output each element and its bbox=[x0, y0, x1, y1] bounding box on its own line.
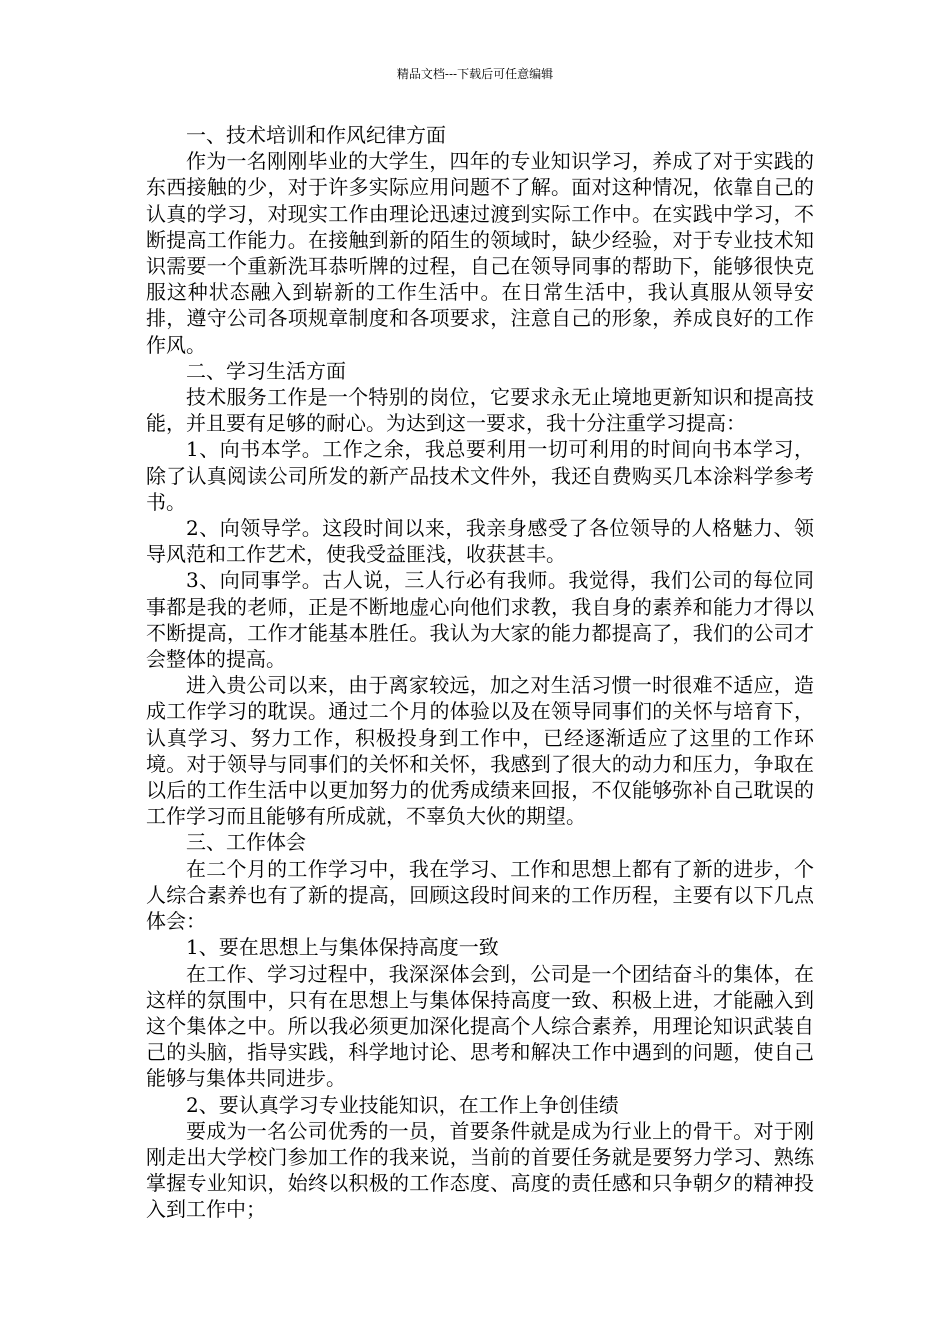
paragraph: 在二个月的工作学习中，我在学习、工作和思想上都有了新的进步，个人综合素养也有了新的提高，回顾这段时间来的工作历程，主要有以下几点体会： bbox=[146, 856, 814, 934]
list-paragraph: 3、向同事学。古人说，三人行必有我师。我觉得，我们公司的每位同事都是我的老师，正是不断地虚心向他们求教，我自身的素养和能力才得以不断提高，工作才能基本胜任。我认为大家的能力都提高了，我们的公司才会整体的提高。 bbox=[146, 568, 814, 672]
paragraph: 作为一名刚刚毕业的大学生，四年的专业知识学习，养成了对于实践的东西接触的少，对于许多实际应用问题不了解。面对这种情况，依靠自己的认真的学习，对现实工作由理论迅速过渡到实际工作中。在实践中学习，不断提高工作能力。在接触到新的陌生的领域时，缺少经验，对于专业技术知识需要一个重新洗耳恭听牌的过程，自己在领导同事的帮助下，能够很快克服这种状态融入到崭新的工作生活中。在日常生活中，我认真服从领导安排，遵守公司各项规章制度和各项要求，注意自己的形象，养成良好的工作作风。 bbox=[146, 149, 814, 357]
page-header: 精品文档---下载后可任意编辑 bbox=[396, 67, 554, 81]
section-heading: 二、学习生活方面 bbox=[186, 358, 346, 383]
section-heading: 三、工作体会 bbox=[186, 830, 306, 855]
paragraph: 在工作、学习过程中，我深深体会到，公司是一个团结奋斗的集体，在这样的氛围中，只有在思想上与集体保持高度一致、积极上进，才能融入到这个集体之中。所以我必须更加深化提高个人综合素养，用理论知识武装自己的头脑，指导实践，科学地讨论、思考和解决工作中遇到的问题，使自己能够与集体共同进步。 bbox=[146, 961, 814, 1091]
list-paragraph: 2、向领导学。这段时间以来，我亲身感受了各位领导的人格魅力、领导风范和工作艺术，使我受益匪浅，收获甚丰。 bbox=[146, 516, 814, 567]
paragraph: 进入贵公司以来，由于离家较远，加之对生活习惯一时很难不适应，造成工作学习的耽误。通过二个月的体验以及在领导同事们的关怀与培育下，认真学习、努力工作，积极投身到工作中，已经逐渐适应了这里的工作环境。对于领导与同事们的关怀和关怀，我感到了很大的动力和压力，争取在以后的工作生活中以更加努力的优秀成绩来回报，不仅能够弥补自己耽误的工作学习而且能够有所成就，不辜负大伙的期望。 bbox=[146, 673, 814, 829]
paragraph: 技术服务工作是一个特别的岗位，它要求永无止境地更新知识和提高技能，并且要有足够的耐心。为达到这一要求，我十分注重学习提高： bbox=[146, 385, 814, 436]
section-heading: 一、技术培训和作风纪律方面 bbox=[186, 123, 446, 147]
subsection-heading: 2、要认真学习专业技能知识，在工作上争创佳绩 bbox=[186, 1092, 619, 1117]
subsection-heading: 1、要在思想上与集体保持高度一致 bbox=[186, 935, 499, 960]
list-paragraph: 1、向书本学。工作之余，我总要利用一切可利用的时间向书本学习，除了认真阅读公司所发的新产品技术文件外，我还自费购买几本涂料学参考书。 bbox=[146, 437, 814, 514]
paragraph: 要成为一名公司优秀的一员，首要条件就是成为行业上的骨干。对于刚刚走出大学校门参加工作的我来说，当前的首要任务就是要努力学习、熟练掌握专业知识，始终以积极的工作态度、高度的责任感和只争朝夕的精神投入到工作中； bbox=[146, 1118, 814, 1222]
document-body bbox=[146, 122, 814, 1223]
